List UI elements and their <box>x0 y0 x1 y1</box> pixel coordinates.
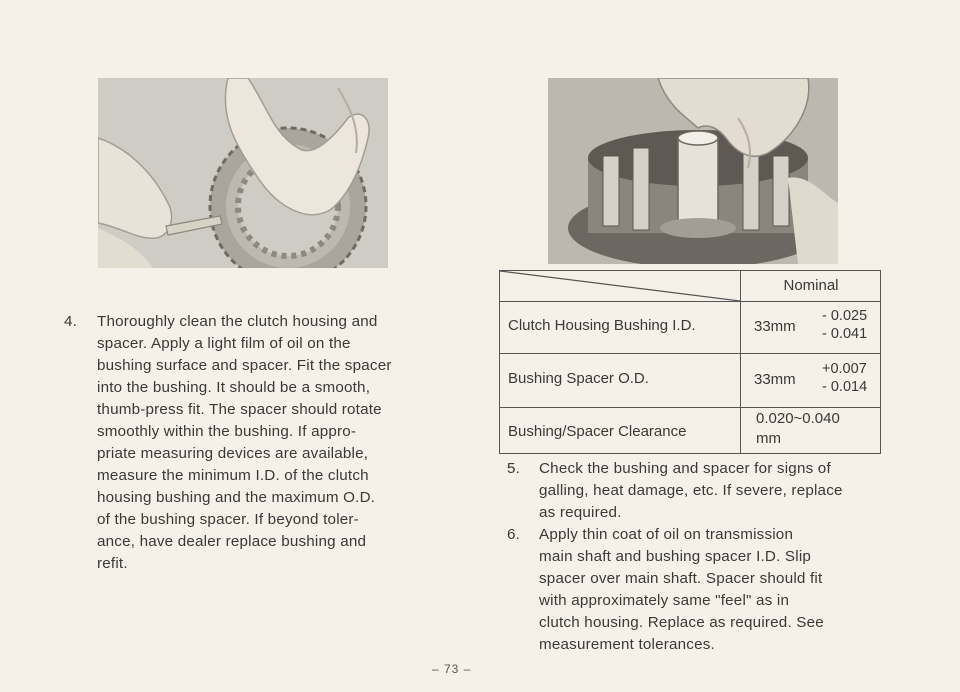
row-label: Clutch Housing Bushing I.D. <box>508 317 696 334</box>
text-line: main shaft and bushing spacer I.D. Slip <box>539 548 812 565</box>
text-line: bushing surface and spacer. Fit the spacer <box>97 357 392 374</box>
text-line: galling, heat damage, etc. If severe, replace <box>539 482 843 499</box>
text-line: Thoroughly clean the clutch housing and <box>97 313 378 330</box>
text-line: clutch housing. Replace as required. See <box>539 614 824 631</box>
clearance-value <box>756 409 840 449</box>
page-number: – 73 – <box>432 662 472 676</box>
text-line: Apply thin coat of oil on transmission <box>539 526 794 543</box>
step-text <box>97 311 439 575</box>
step-number: 5. <box>507 460 521 477</box>
clearance-range: 0.020~0.040 <box>756 410 840 427</box>
text-line: spacer over main shaft. Spacer should fit <box>539 570 823 587</box>
tolerance-lower: - 0.041 <box>822 326 868 342</box>
text-line: priate measuring devices are available, <box>97 445 369 462</box>
text-line: with approximately same "feel" as in <box>539 592 790 609</box>
tolerance <box>822 307 867 343</box>
row-label: Bushing/Spacer Clearance <box>508 423 687 440</box>
text-line: spacer. Apply a light film of oil on the <box>97 335 351 352</box>
spec-table <box>499 270 881 454</box>
row-label: Bushing Spacer O.D. <box>508 370 649 387</box>
text-line: into the bushing. It should be a smooth, <box>97 379 371 396</box>
nominal-value: 33mm <box>754 318 796 335</box>
row-divider <box>500 353 880 354</box>
step-text <box>539 458 881 524</box>
text-line: as required. <box>539 504 622 521</box>
tolerance-upper: - 0.025 <box>822 308 868 324</box>
text-line: of the bushing spacer. If beyond toler- <box>97 511 359 528</box>
step-text <box>539 524 881 656</box>
text-line: smoothly within the bushing. If appro- <box>97 423 357 440</box>
text-line: housing bushing and the maximum O.D. <box>97 489 376 506</box>
text-line: Check the bushing and spacer for signs of <box>539 460 831 477</box>
step-6 <box>507 524 887 656</box>
tolerance-lower: - 0.014 <box>822 379 868 395</box>
text-line: thumb-press fit. The spacer should rotate <box>97 401 382 418</box>
step-number: 4. <box>64 313 78 330</box>
clutch-plate-photo <box>98 78 388 268</box>
text-line: ance, have dealer replace bushing and <box>97 533 367 550</box>
text-line: measurement tolerances. <box>539 636 715 653</box>
step-4 <box>64 311 444 571</box>
text-line: refit. <box>97 555 128 572</box>
header-diagonal <box>500 271 740 301</box>
row-divider <box>500 407 880 408</box>
nominal-value: 33mm <box>754 371 796 388</box>
tolerance-upper: +0.007 <box>822 361 867 377</box>
step-5 <box>507 458 887 524</box>
clutch-plate-illustration <box>98 78 388 268</box>
text-line: measure the minimum I.D. of the clutch <box>97 467 369 484</box>
tolerance <box>822 360 867 396</box>
clutch-housing-illustration <box>548 78 838 264</box>
nominal-header: Nominal <box>783 277 839 294</box>
step-number: 6. <box>507 526 521 543</box>
clearance-unit: mm <box>756 430 781 447</box>
clutch-housing-photo <box>548 78 838 264</box>
row-divider <box>500 301 880 302</box>
